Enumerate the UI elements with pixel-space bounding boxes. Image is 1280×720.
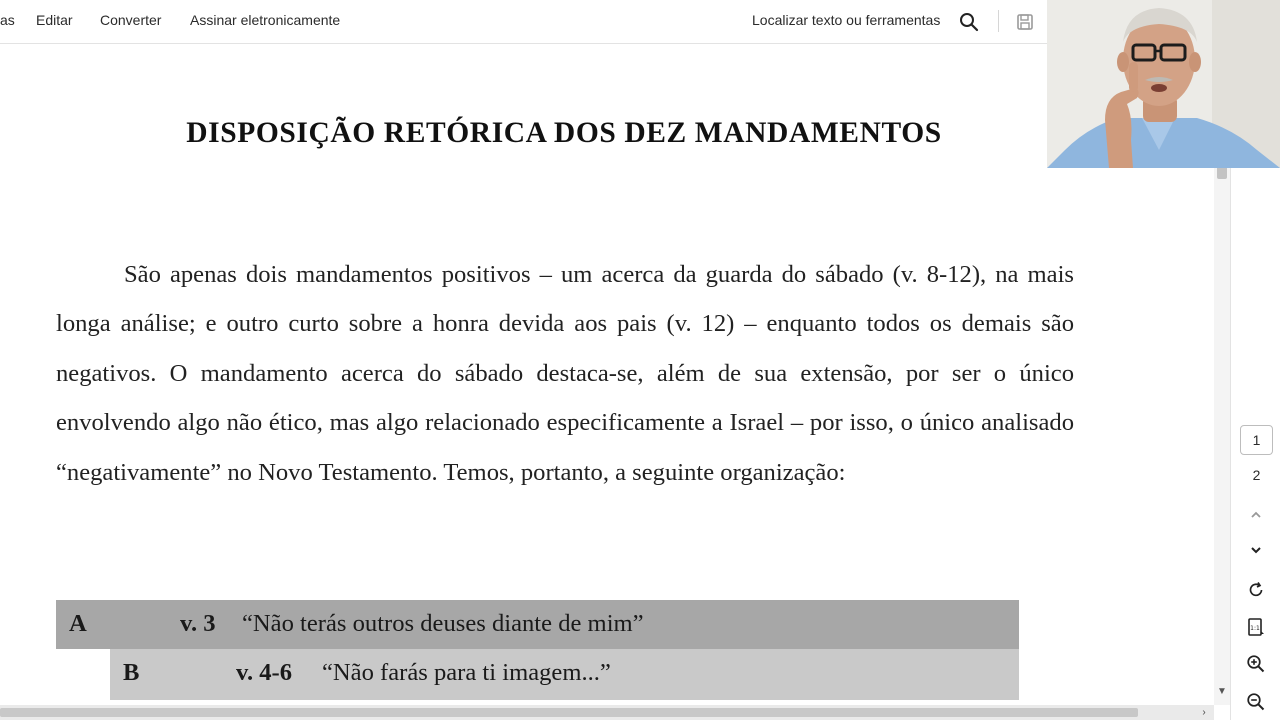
document-title: DISPOSIÇÃO RETÓRICA DOS DEZ MANDAMENTOS	[186, 117, 942, 149]
menu-convert[interactable]: Converter	[100, 12, 162, 28]
menu-e-sign[interactable]: Assinar eletronicamente	[190, 12, 341, 28]
row-b-letter: B	[123, 659, 140, 686]
page-up-chevron-icon[interactable]	[1244, 503, 1268, 527]
page-number-2[interactable]: 2	[1252, 467, 1261, 483]
horizontal-scrollbar[interactable]	[0, 705, 1214, 720]
horizontal-scroll-thumb[interactable]	[0, 708, 1138, 717]
presenter-video-frame	[1047, 0, 1280, 168]
zoom-out-icon[interactable]	[1244, 690, 1268, 714]
save-icon[interactable]	[1011, 8, 1039, 36]
organization-row-a	[56, 600, 1019, 649]
webcam-overlay	[1047, 0, 1280, 168]
page-number-current[interactable]: 1	[1240, 425, 1273, 455]
row-a-text: “Não terás outros deuses diante de mim”	[242, 610, 644, 637]
organization-row-b	[110, 649, 1019, 700]
row-a-verse: v. 3	[180, 610, 216, 637]
scroll-right-arrow-icon[interactable]: ›	[1202, 707, 1206, 718]
scroll-down-arrow-icon[interactable]: ▼	[1217, 686, 1227, 697]
menu-tools-partial[interactable]: as	[0, 12, 15, 28]
search-icon[interactable]	[955, 8, 983, 36]
document-viewport[interactable]	[0, 45, 1214, 705]
toolbar-divider	[998, 10, 999, 32]
page-down-chevron-icon[interactable]	[1244, 538, 1268, 562]
refresh-icon[interactable]	[1244, 578, 1268, 602]
menu-edit[interactable]: Editar	[36, 12, 73, 28]
document-paragraph: São apenas dois mandamentos positivos – um acerca da guarda do sábado (v. 8-12), na mais longa análise; e outro curto sobre a honra devida aos pais (v. 12) – enquanto todos os demais são negativos. O mandamento acerca do sábado destaca-se, além de sua extensão, por ser o único envolvendo algo não ético, mas algo relacionado especificamente a Israel – por isso, o único analisado “negativamente” no Novo Testamento. Temos, portanto, a seguinte organização:	[56, 261, 1074, 486]
find-tools-label[interactable]: Localizar texto ou ferramentas	[752, 12, 941, 28]
row-b-text: “Não farás para ti imagem...”	[322, 659, 611, 686]
row-a-letter: A	[69, 610, 87, 637]
svg-text:1:1: 1:1	[1250, 625, 1260, 632]
actual-size-icon[interactable]	[1244, 615, 1268, 639]
row-b-verse: v. 4-6	[236, 659, 293, 686]
zoom-in-icon[interactable]	[1244, 652, 1268, 676]
